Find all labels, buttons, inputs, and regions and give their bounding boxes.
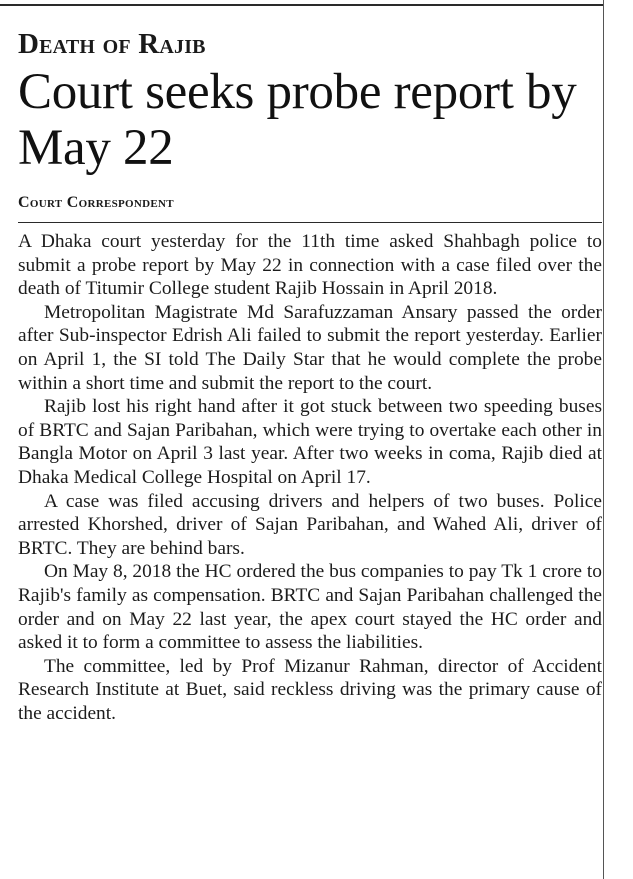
- article: [18, 28, 602, 725]
- byline-rule: [18, 222, 602, 223]
- article-body: [18, 230, 602, 725]
- paragraph: The committee, led by Prof Mizanur Rahman, director of Accident Research Institute at Buet, said reckless driving was the primary cause of the accident.: [18, 655, 602, 724]
- article-byline: Court Correspondent: [18, 194, 174, 211]
- article-kicker: Death of Rajib: [18, 28, 206, 60]
- paragraph: A Dhaka court yesterday for the 11th time asked Shahbagh police to submit a probe report by May 22 in connection with a case filed over the death of Titumir College student Rajib Hossain in April 2018.: [18, 231, 602, 300]
- paragraph: Metropolitan Magistrate Md Sarafuzzaman Ansary passed the order after Sub-inspector Edrish Ali failed to submit the report yesterday. Earlier on April 1, the SI told The Daily Star that he would complete the probe within a short time and submit the report to the court.: [18, 301, 602, 394]
- top-rule: [0, 4, 603, 6]
- paragraph: Rajib lost his right hand after it got stuck between two speeding buses of BRTC and Sajan Paribahan, which were trying to overtake each other in Bangla Motor on April 3 last year. After two weeks in coma, Rajib died at Dhaka Medical College Hospital on April 17.: [18, 396, 602, 488]
- paragraph: On May 8, 2018 the HC ordered the bus companies to pay Tk 1 crore to Rajib's family as compensation. BRTC and Sajan Paribahan challenged the order and on May 22 last year, the apex court stayed the HC order and asked it to form a committee to assess the liabilities.: [18, 561, 602, 654]
- column-rule: [603, 0, 604, 879]
- article-headline: Court seeks probe report by May 22: [18, 64, 577, 176]
- paragraph: A case was filed accusing drivers and helpers of two buses. Police arrested Khorshed, driver of Sajan Paribahan, and Wahed Ali, driver of BRTC. They are behind bars.: [18, 490, 602, 559]
